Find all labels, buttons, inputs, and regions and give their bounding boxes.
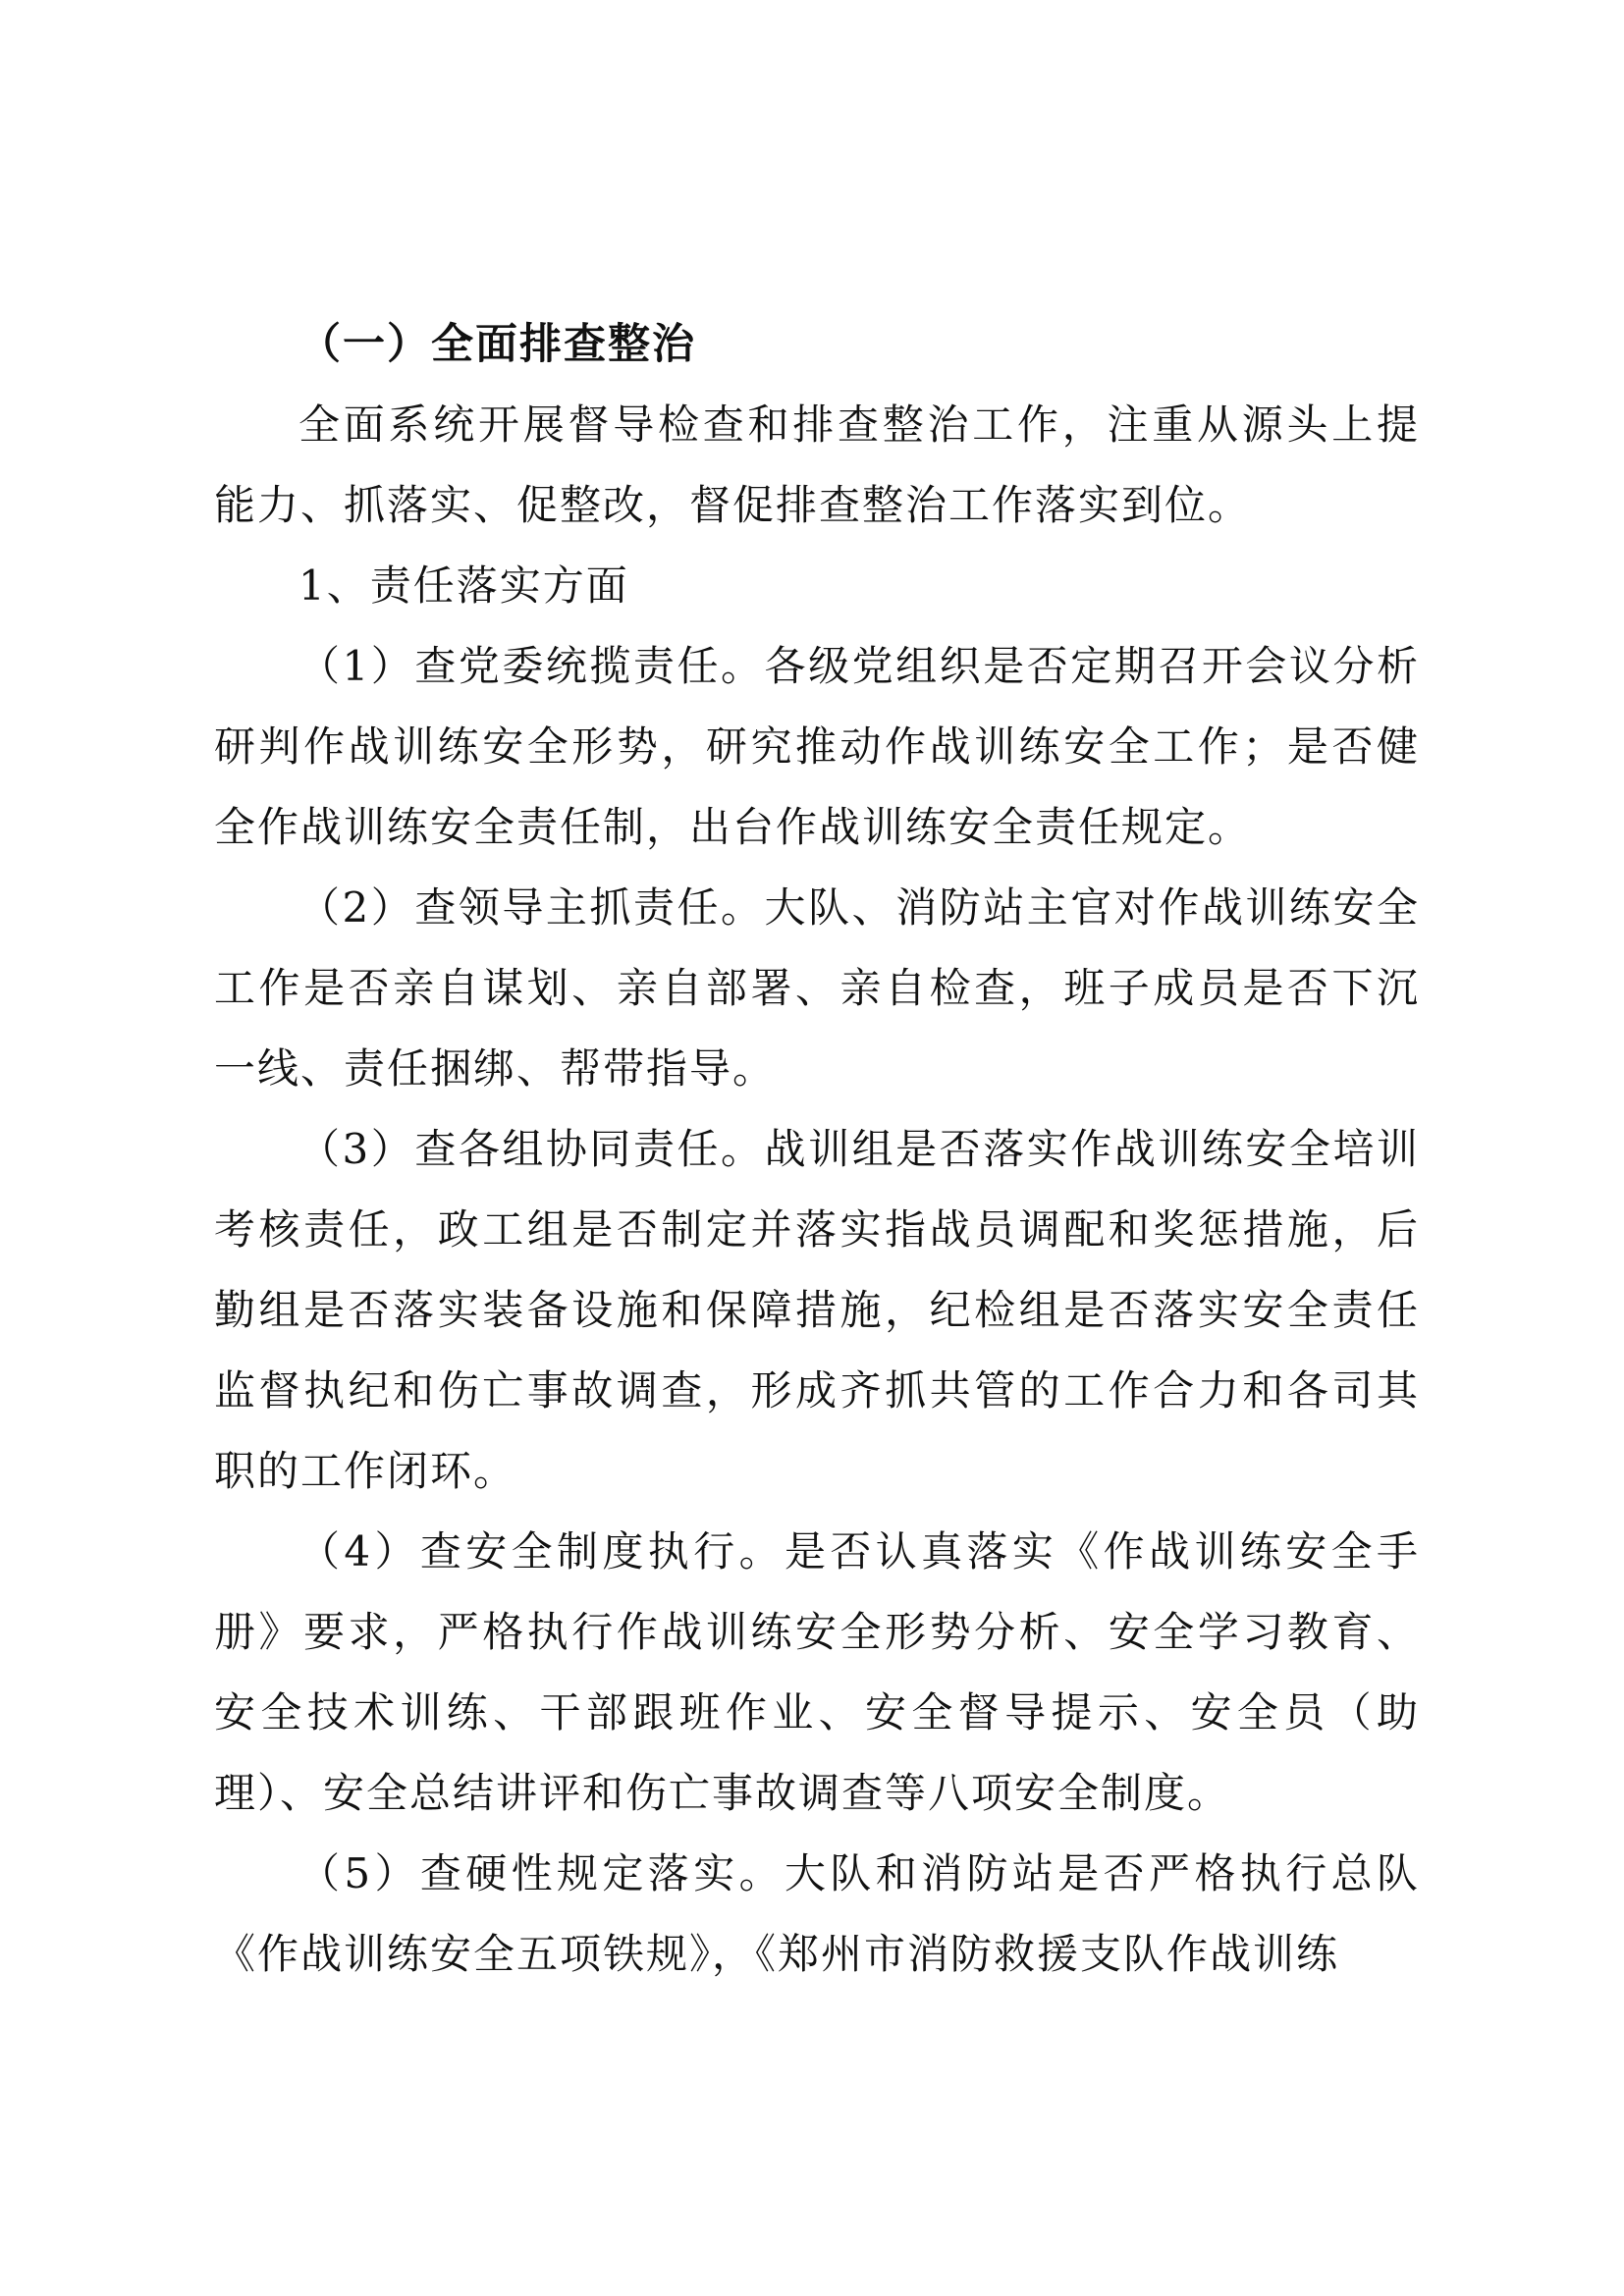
document-body [214, 304, 1420, 1995]
item-paragraph-1: （1）查党委统揽责任。各级党组织是否定期召开会议分析研判作战训练安全形势，研究推动作战训练安全工作；是否健全作战训练安全责任制，出台作战训练安全责任规定。 [214, 642, 1420, 851]
item-paragraph-2: （2）查领导主抓责任。大队、消防站主官对作战训练安全工作是否亲自谋划、亲自部署、亲自检查，班子成员是否下沉一线、责任捆绑、帮带指导。 [214, 883, 1420, 1093]
item-paragraph-4: （4）查安全制度执行。是否认真落实《作战训练安全手册》要求，严格执行作战训练安全形势分析、安全学习教育、安全技术训练、干部跟班作业、安全督导提示、安全员（助理）、安全总结讲评和伤亡事故调查等八项安全制度。 [214, 1527, 1420, 1817]
intro-paragraph: 全面系统开展督导检查和排查整治工作，注重从源头上提能力、抓落实、促整改，督促排查整治工作落实到位。 [214, 400, 1420, 529]
section-heading: （一）全面排查整治 [298, 320, 696, 369]
item-paragraph-3: （3）查各组协同责任。战训组是否落实作战训练安全培训考核责任，政工组是否制定并落实指战员调配和奖惩措施，后勤组是否落实装备设施和保障措施，纪检组是否落实安全责任监督执纪和伤亡事故调查，形成齐抓共管的工作合力和各司其职的工作闭环。 [214, 1125, 1420, 1495]
item-paragraph-5: （5）查硬性规定落实。大队和消防站是否严格执行总队《作战训练安全五项铁规》，《郑州市消防救援支队作战训练 [214, 1849, 1420, 1978]
subsection-heading: 1、责任落实方面 [298, 561, 629, 610]
